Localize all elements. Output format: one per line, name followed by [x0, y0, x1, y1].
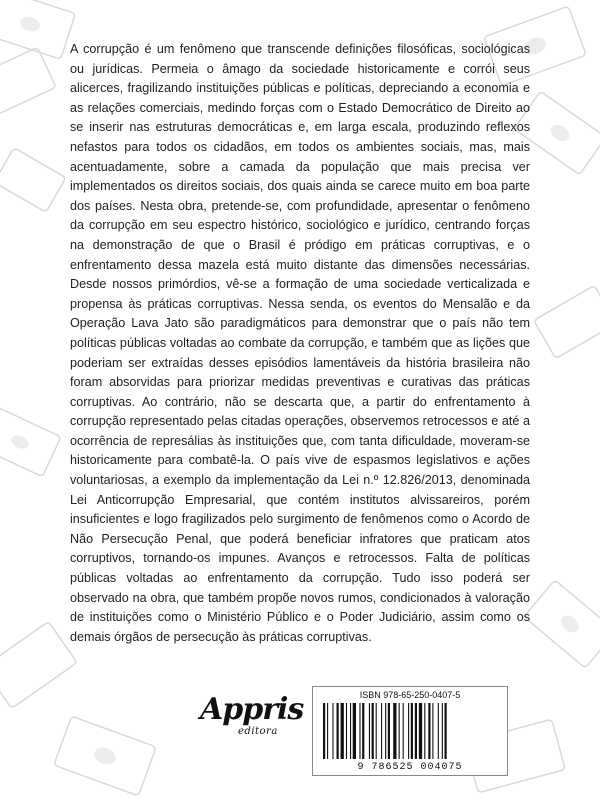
publisher-logo-subtext: editora [238, 726, 278, 737]
publisher-logo [200, 692, 305, 748]
isbn-label: ISBN 978-65-250-0407-5 [359, 690, 461, 700]
publisher-logo-text: Appris [200, 692, 304, 727]
back-cover-synopsis [70, 40, 530, 647]
barcode-digits: 9 786525 004075 [357, 762, 463, 773]
barcode-bars [321, 703, 501, 761]
synopsis-paragraph: A corrupção é um fenômeno que transcende definições filosóficas, sociológicas ou jurídicas. Permeia o âmago da sociedade historicamente e corrói seus alicerces, fragilizando instituições públicas e políticas, depreciando a economia e as relações comerciais, medindo forças com o Estado Democrático de Direito ao se inserir nas estruturas democráticas e, em larga escala, produzindo reflexos nefastos para todos os cidadãos, em todos os ambientes sociais, mas, mais acentuadamente, sobre a camada da população que mais precisa ver implementados os direitos sociais, dos quais ainda se carece muito em boa parte dos países. Nesta obra, pretende-se, com profundidade, apresentar o fenômeno da corrupção em seu espectro histórico, sociológico e jurídico, centrando forças na demonstração de que o Brasil é pródigo em práticas corruptivas, e o enfrentamento dessa mazela está muito distante das dimensões necessárias. Desde nossos primórdios, vê-se a formação de uma sociedade verticalizada e propensa às práticas corruptivas. Nessa senda, os eventos do Mensalão e da Operação Lava Jato são paradigmáticos para demonstrar que o país não tem políticas públicas voltadas ao combate da corrupção, e também que as lições que poderiam ser extraídas desses episódios lamentáveis da história brasileira não foram absorvidas para priorizar medidas preventivas e curativas das práticas corruptivas. Ao contrário, não se descarta que, a partir do enfrentamento à corrupção representado pelas citadas operações, observemos retrocessos e até a ocorrência de represálias às instituições que, com tanta dificuldade, moveram-se historicamente para combatê-la. O país vive de espasmos legislativos e ações voluntariosas, a exemplo da implementação da Lei n.º 12.826/2013, denominada Lei Anticorrupção Empresarial, que contém institutos alvissareiros, porém insuficientes e logo fragilizados pelo surgimento de fenômenos como o Acordo de Não Persecução Penal, que poderá beneficiar infratores que praticam atos corruptivos, tornando-os impunes. Avanços e retrocessos. Falta de políticas públicas voltadas ao enfrentamento da corrupção. Tudo isso poderá ser observado na obra, que também propõe novos rumos, condicionados à valoração de instituições como o Ministério Público e o Poder Judiciário, assim como os demais órgãos de persecução às práticas corruptivas. [70, 42, 530, 644]
isbn-barcode [312, 686, 508, 776]
